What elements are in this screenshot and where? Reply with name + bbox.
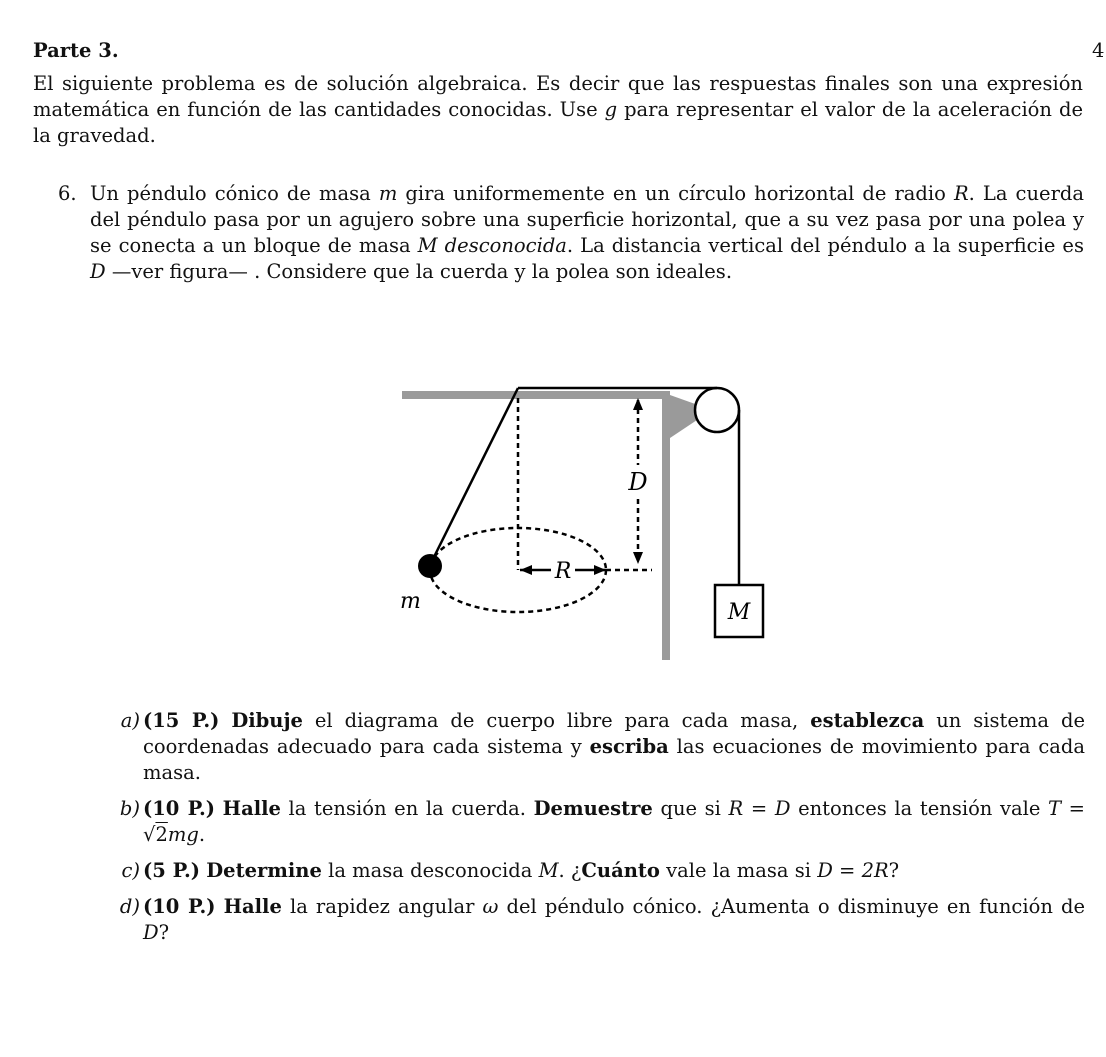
question-text: (10 P.) Halle la rapidez angular ω del péndulo cónico. ¿Aumenta o disminuye en función de D? bbox=[143, 895, 1085, 944]
question-text: (5 P.) Determine la masa desconocida M. ¿Cuánto vale la masa si D = 2R? bbox=[143, 859, 900, 882]
d-arrow-bottom bbox=[633, 552, 643, 564]
question-text: (15 P.) Dibuje el diagrama de cuerpo libre para cada masa, establezca un sistema de coordenadas adecuado para cada sistema y escriba las ecuaciones de movimiento para cada masa. bbox=[143, 709, 1085, 784]
label-M: M bbox=[727, 600, 751, 625]
label-D: D bbox=[628, 468, 648, 496]
question-a bbox=[110, 708, 1085, 786]
r-arrow-right bbox=[594, 565, 606, 575]
problem-statement: Un péndulo cónico de masa m gira uniformemente en un círculo horizontal de radio R. La cuerda del péndulo pasa por un agujero sobre una superficie horizontal, que a su vez pasa por una polea y se conecta a un bloque de masa M desconocida. La distancia vertical del péndulo a la superficie es D —ver figura— . Considere que la cuerda y la polea son ideales. bbox=[90, 182, 1084, 283]
problem-number: 6. bbox=[58, 182, 77, 205]
question-label: b) bbox=[119, 797, 140, 820]
page-number: 4 bbox=[1092, 39, 1105, 62]
question-c bbox=[110, 858, 1085, 884]
intro-paragraph: El siguiente problema es de solución algebraica. Es decir que las respuestas finales son una expresión matemática en función de las cantidades conocidas. Use g para representar el valor de la aceleración de la gravedad. bbox=[33, 72, 1083, 147]
conical-pendulum-figure bbox=[380, 370, 780, 670]
section-title: Parte 3. bbox=[33, 39, 119, 62]
question-label: d) bbox=[119, 895, 140, 918]
pendulum-bob bbox=[418, 554, 442, 578]
question-label: a) bbox=[120, 709, 140, 732]
question-d bbox=[110, 894, 1085, 946]
question-label: c) bbox=[121, 859, 140, 882]
question-b bbox=[110, 796, 1085, 848]
label-R: R bbox=[554, 559, 572, 584]
question-text: (10 P.) Halle la tensión en la cuerda. Demuestre que si R = D entonces la tensión vale T = √2mg. bbox=[143, 797, 1086, 846]
d-arrow-top bbox=[633, 398, 643, 410]
label-m: m bbox=[400, 589, 421, 614]
pulley bbox=[695, 388, 739, 432]
question-list bbox=[110, 708, 1085, 956]
problem-6 bbox=[58, 181, 1084, 285]
pendulum-string bbox=[430, 388, 518, 565]
r-arrow-left bbox=[520, 565, 532, 575]
figure-svg bbox=[380, 370, 780, 670]
